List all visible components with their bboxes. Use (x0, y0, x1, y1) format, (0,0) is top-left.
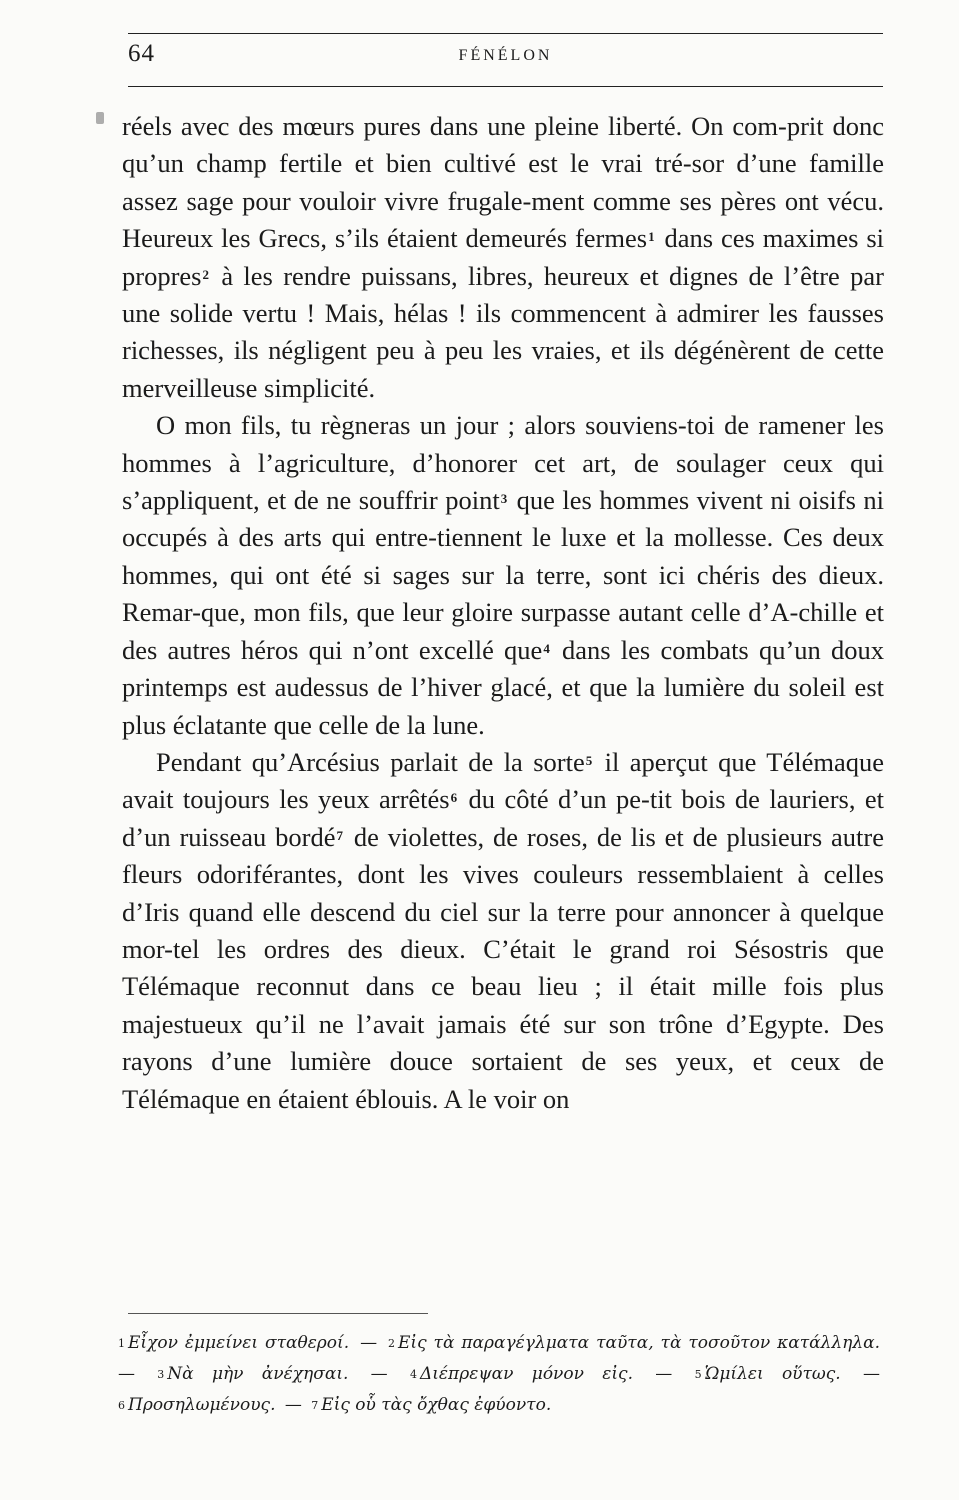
footnote-3 (157, 1364, 348, 1384)
footnote-2 (388, 1333, 880, 1353)
text-segment: à les rendre puissans, libres, heureux et dignes de l’être par une solide vertu ! Mais, hélas ! ils commencent à admirer les fausses richesses, ils négligent peu à peu les vraies, et ils dégénèrent de cette merveilleuse simplicité. (122, 260, 884, 403)
footnote-ref: 3 (500, 491, 508, 507)
footnote-1 (118, 1333, 349, 1353)
footnote-ref: 6 (450, 790, 458, 806)
text-segment: dans les combats qu’un doux printemps est audessus de l’hiver glacé, et que la lumière du soleil est plus éclatante que celle de la lune. (122, 634, 884, 740)
footnote-ref: 4 (543, 640, 550, 656)
footnote-number: 1 (118, 1337, 125, 1350)
text-segment: il aperçut que Télémaque avait toujours les yeux arrêtés (122, 746, 884, 815)
footnote-number: 3 (157, 1368, 165, 1381)
footnote-text: Εἰς οὗ τὰς ὄχθας ἐφύοντο. (321, 1395, 552, 1415)
footnote-number: 6 (118, 1399, 125, 1412)
footnote-number: 5 (694, 1368, 702, 1381)
footnote-5 (695, 1364, 841, 1384)
text-segment: de violettes, de roses, de lis et de plusieurs autre fleurs odoriférantes, dont les vives couleurs ressemblaient à celles d’Iris quand elle descend du ciel sur la terre pour annoncer à quelque mor-tel les ordres des dieux. C’était le grand roi Sésostris que Télémaque reconnut dans ce beau lieu ; il était mille fois plus majestueux qu’il ne l’avait jamais été sur son trône d’Egypte. Des rayons d’une lumière douce sortaient de ses yeux, et ceux de Télémaque en étaient éblouis. A le voir on (122, 821, 885, 1114)
footnote-text: Ὡμίλει οὕτως. (704, 1364, 841, 1384)
footnote-rule (128, 1313, 428, 1314)
page-header (128, 40, 883, 80)
footnote-6 (118, 1395, 275, 1415)
footnote-number: 7 (311, 1399, 319, 1412)
paragraph-3 (122, 744, 884, 1118)
text-segment: dans ces maximes si propres (122, 223, 885, 291)
text-segment: Pendant qu’Arcésius parlait de la sorte (156, 746, 585, 777)
footnote-text: Προσηλωμένους. (128, 1395, 276, 1415)
text-segment: O mon fils, tu règneras un jour ; alors souviens-toi de ramener les hommes à l’agriculture, d’honorer cet art, de soulager ceux qui s’appliquent, et de ne souffrir point (122, 410, 884, 516)
text-segment: que les hommes vivent ni oisifs ni occupés à des arts qui entre-tiennent le luxe et la mollesse. Ces deux hommes, qui ont été si sages sur la terre, sont ici chéris des dieux. Remar-que, mon fils, que leur gloire surpasse autant celle d’A-chille et des autres héros qui n’ont excellé que (122, 485, 884, 665)
footnote-ref: 1 (648, 229, 655, 245)
footnote-ref: 5 (585, 752, 593, 768)
footnotes: $^1$ Εἶχον ἐμμείνει σταθεροί. — $^2$ Εἰς τὰ παραγέγλματα ταῦτα, τὰ τοσοῦτον κατάλληλα. — $^3$ Νὰ μὴν ἀνέχησαι. — $^4$ Διέπρεψαν μόνον εἰς. — $^5$ Ὡμίλει οὕτως. — $^6$ Προσηλωμένους. — $^7$ Εἰς οὗ τὰς ὄχθας ἐφύοντο. (118, 1333, 881, 1415)
footnote-text: Διέπρεψαν μόνον εἰς. (419, 1364, 633, 1384)
footnote-4 (410, 1364, 633, 1384)
ink-smudge (96, 112, 104, 124)
footnote-number: 2 (388, 1337, 396, 1350)
page-number: 64 (128, 40, 155, 67)
footnote-number: 4 (409, 1368, 417, 1381)
main-text (122, 108, 884, 1118)
paragraph-2 (122, 407, 884, 744)
top-rule (128, 33, 883, 34)
footnote-ref: 2 (202, 266, 209, 282)
footnote-ref: 7 (336, 827, 343, 843)
footnote-text: Νὰ μὴν ἀνέχησαι. (167, 1364, 349, 1384)
footnote-text: Εἶχον ἐμμείνει σταθεροί. (128, 1333, 350, 1353)
footnote-text: Εἰς τὰ παραγέγλματα ταῦτα, τὰ τοσοῦτον κατάλληλα. (398, 1333, 881, 1353)
header-rule (128, 86, 883, 87)
text-segment: du côté d’un pe-tit bois de lauriers, et d’un ruisseau bordé (122, 784, 884, 852)
text-segment: réels avec des mœurs pures dans une pleine liberté. On com-prit donc qu’un champ fertile et bien cultivé est le vrai tré-sor d’une famille assez sage pour vouloir vivre frugale-ment comme ses pères ont vécu. Heureux les Grecs, s’ils étaient demeurés fermes (122, 111, 884, 254)
footnote-7 (311, 1395, 551, 1415)
running-head: FÉNÉLON (458, 47, 553, 64)
paragraph-1 (122, 108, 884, 407)
